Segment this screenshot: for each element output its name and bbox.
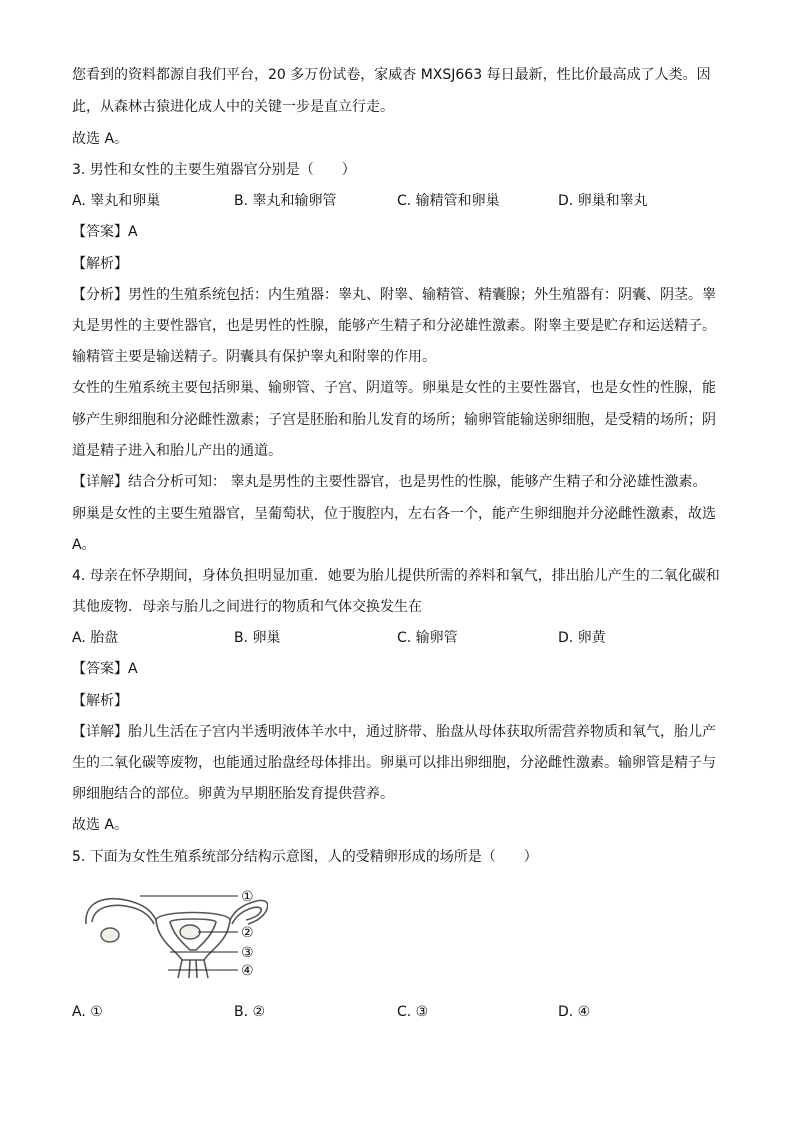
- question-5: 5. 下面为女性生殖系统部分结构示意图，人的受精卵形成的场所是（ ）: [72, 849, 538, 865]
- text-line: 卵细胞结合的部位。卵黄为早期胚胎发育提供营养。: [72, 786, 394, 802]
- q5-option-d: D. ④: [558, 1004, 591, 1020]
- text-line: 【详解】结合分析可知： 睾丸是男性的主要性器官，也是男性的性腺，能够产生精子和分泌雄性激素。: [72, 474, 707, 490]
- label-1: ①: [241, 889, 254, 905]
- q5-option-a: A. ①: [72, 1004, 103, 1020]
- vagina-right: [204, 960, 208, 978]
- text-line: 故选 A。: [72, 131, 129, 147]
- q3-option-d: D. 卵巢和睾丸: [558, 193, 648, 209]
- text-line: 卵巢是女性的主要生殖器官，呈葡萄状，位于腹腔内，左右各一个，能产生卵细胞并分泌雌性激素，故选: [72, 506, 716, 522]
- text-line: 【详解】胎儿生活在子宫内半透明液体羊水中，通过脐带、胎盘从母体获取所需营养物质和氧气，胎儿产: [72, 724, 716, 740]
- q4-option-d: D. 卵黄: [558, 630, 606, 646]
- text-line: 其他废物．母亲与胎儿之间进行的物质和气体交换发生在: [72, 599, 422, 615]
- answer-label: 【答案】A: [72, 224, 138, 240]
- female-reproductive-diagram: [78, 880, 268, 980]
- right-ovary: [180, 925, 200, 939]
- text-line: 您看到的资料都源自我们平台，20 多万份试卷，家威杏 MXSJ663 每日最新，性比价最高成了人类。因: [72, 67, 711, 83]
- vagina-inner-right: [196, 960, 197, 978]
- text-line: 生的二氧化碳等废物，也能通过胎盘经母体排出。卵巢可以排出卵细胞，分泌雌性激素。输卵管是精子与: [72, 755, 716, 771]
- right-fallopian-tube-inner: [232, 907, 261, 924]
- left-ovary: [101, 928, 119, 942]
- vagina-left: [178, 960, 182, 978]
- text-line: 道是精子进入和胎儿产出的通道。: [72, 443, 282, 459]
- text-line: 够产生卵细胞和分泌雌性激素；子宫是胚胎和胎儿发育的场所；输卵管能输送卵细胞，是受精的场所；阴: [72, 412, 716, 428]
- label-3: ③: [241, 945, 254, 961]
- question-4: 4. 母亲在怀孕期间，身体负担明显加重．她要为胎儿提供所需的养料和氧气，排出胎儿产生的二氧化碳和: [72, 568, 720, 584]
- q4-option-b: B. 卵巢: [234, 630, 281, 646]
- q4-option-c: C. 输卵管: [397, 630, 458, 646]
- analysis-label: 【解析】: [72, 256, 128, 272]
- label-4: ④: [241, 963, 254, 979]
- text-line: 丸是男性的主要性器官，也是男性的性腺，能够产生精子和分泌雄性激素。附睾主要是贮存和运送精子。: [72, 318, 716, 334]
- answer-label: 【答案】A: [72, 661, 138, 677]
- text-line: 【分析】男性的生殖系统包括：内生殖器：睾丸、附睾、输精管、精囊腺；外生殖器有：阴囊、阴茎。睾: [72, 287, 716, 303]
- label-2: ②: [241, 925, 254, 941]
- q5-option-b: B. ②: [234, 1004, 266, 1020]
- question-3: 3. 男性和女性的主要生殖器官分别是（ ）: [72, 162, 356, 178]
- q3-option-c: C. 输精管和卵巢: [397, 193, 500, 209]
- q4-option-a: A. 胎盘: [72, 630, 119, 646]
- text-line: 女性的生殖系统主要包括卵巢、输卵管、子宫、阴道等。卵巢是女性的主要性器官，也是女性的性腺，能: [72, 380, 716, 396]
- vagina-inner-left: [189, 960, 190, 978]
- analysis-label: 【解析】: [72, 693, 128, 709]
- q5-option-c: C. ③: [397, 1004, 429, 1020]
- text-line: 输精管主要是输送精子。阴囊具有保护睾丸和附睾的作用。: [72, 349, 436, 365]
- text-line: A。: [72, 537, 96, 553]
- text-line: 故选 A。: [72, 817, 129, 833]
- text-line: 此，从森林古猿进化成人中的关键一步是直立行走。: [72, 99, 394, 115]
- q3-option-a: A. 睾丸和卵巢: [72, 193, 161, 209]
- q3-option-b: B. 睾丸和输卵管: [234, 193, 337, 209]
